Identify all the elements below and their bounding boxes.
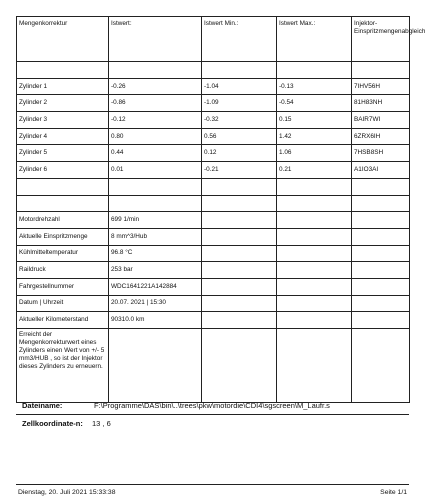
header-row <box>17 17 410 62</box>
param-label: Kühlmitteltemperatur <box>17 245 109 262</box>
cylinder-label: Zylinder 2 <box>17 95 109 112</box>
cylinder-label: Zylinder 3 <box>17 112 109 129</box>
cell-label: Zellkoordinate-n: <box>22 419 83 428</box>
param-value: 96.8 °C <box>109 245 202 262</box>
cylinder-code: 6ZRX6IH <box>352 128 410 145</box>
table-row <box>17 112 410 129</box>
cylinder-min: -0.21 <box>202 162 277 179</box>
note-row <box>17 329 410 403</box>
table-row <box>17 278 410 295</box>
cylinder-istwert: 0.80 <box>109 128 202 145</box>
header-mengenkorrektur: Mengenkorrektur <box>17 17 109 62</box>
table-row <box>17 212 410 229</box>
header-istwert-min: Istwert Min.: <box>202 17 277 62</box>
cylinder-istwert: 0.44 <box>109 145 202 162</box>
data-table <box>16 16 425 403</box>
param-value: 20.07. 2021 | 15:30 <box>109 295 202 312</box>
cylinder-min: -1.09 <box>202 95 277 112</box>
cylinder-istwert: -0.12 <box>109 112 202 129</box>
divider <box>16 414 409 415</box>
cylinder-min: -0.32 <box>202 112 277 129</box>
table-row <box>17 262 410 279</box>
param-value: 8 mm^3/Hub <box>109 228 202 245</box>
param-value: 699 1/min <box>109 212 202 229</box>
blank-row <box>17 178 410 195</box>
cylinder-label: Zylinder 6 <box>17 162 109 179</box>
injector-note: Erreicht der Mengenkorrekturwert eines Zylinders einen Wert von +/- 5 mm3/HUB , so ist der Injektor dieses Zylinders zu erneuern. <box>17 329 109 403</box>
cylinder-max: 0.15 <box>277 112 352 129</box>
param-value: WDC1641221A142884 <box>109 278 202 295</box>
cylinder-min: 0.56 <box>202 128 277 145</box>
header-istwert: Istwert: <box>109 17 202 62</box>
file-path: F:\Programme\DAS\bin\..\trees\pkw\motordie\CDI4\sgscreen\M_Laufr.s <box>94 401 330 410</box>
table-row <box>17 78 410 95</box>
file-label: Dateiname: <box>22 401 63 410</box>
blank-row <box>17 62 410 79</box>
table-row <box>17 228 410 245</box>
table-row <box>17 95 410 112</box>
footer-date: Dienstag, 20. Juli 2021 15:33:38 <box>18 489 116 496</box>
cell-coordinates: 13 , 6 <box>92 419 111 428</box>
cylinder-max: -0.13 <box>277 78 352 95</box>
param-label: Raildruck <box>17 262 109 279</box>
cylinder-istwert: -0.86 <box>109 95 202 112</box>
table-row <box>17 128 410 145</box>
header-istwert-max: Istwert Max.: <box>277 17 352 62</box>
cylinder-istwert: 0.01 <box>109 162 202 179</box>
cylinder-max: 0.21 <box>277 162 352 179</box>
footer-page: Seite 1/1 <box>380 489 407 496</box>
footer-divider <box>16 484 409 485</box>
cylinder-istwert: -0.26 <box>109 78 202 95</box>
table-row <box>17 312 410 329</box>
param-label: Motordrehzahl <box>17 212 109 229</box>
param-value: 90310.0 km <box>109 312 202 329</box>
cylinder-min: 0.12 <box>202 145 277 162</box>
cylinder-max: 1.42 <box>277 128 352 145</box>
param-label: Datum | Uhrzeit <box>17 295 109 312</box>
header-injektor: Injektor-Einspritzmengenabgleich <box>352 17 410 62</box>
cylinder-min: -1.04 <box>202 78 277 95</box>
param-label: Fahrgestellnummer <box>17 278 109 295</box>
cylinder-code: 81H83NH <box>352 95 410 112</box>
cylinder-code: 7IHV56H <box>352 78 410 95</box>
table-row <box>17 162 410 179</box>
cylinder-label: Zylinder 5 <box>17 145 109 162</box>
cylinder-label: Zylinder 1 <box>17 78 109 95</box>
cylinder-code: BAIR7WI <box>352 112 410 129</box>
cylinder-code: 7HSB8SH <box>352 145 410 162</box>
table-row <box>17 245 410 262</box>
cylinder-max: -0.54 <box>277 95 352 112</box>
param-label: Aktuelle Einspritzmenge <box>17 228 109 245</box>
cylinder-max: 1.06 <box>277 145 352 162</box>
param-value: 253 bar <box>109 262 202 279</box>
blank-row <box>17 195 410 212</box>
cylinder-label: Zylinder 4 <box>17 128 109 145</box>
table-row <box>17 145 410 162</box>
param-label: Aktueller Kilometerstand <box>17 312 109 329</box>
cylinder-code: A1IO3AI <box>352 162 410 179</box>
table-row <box>17 295 410 312</box>
